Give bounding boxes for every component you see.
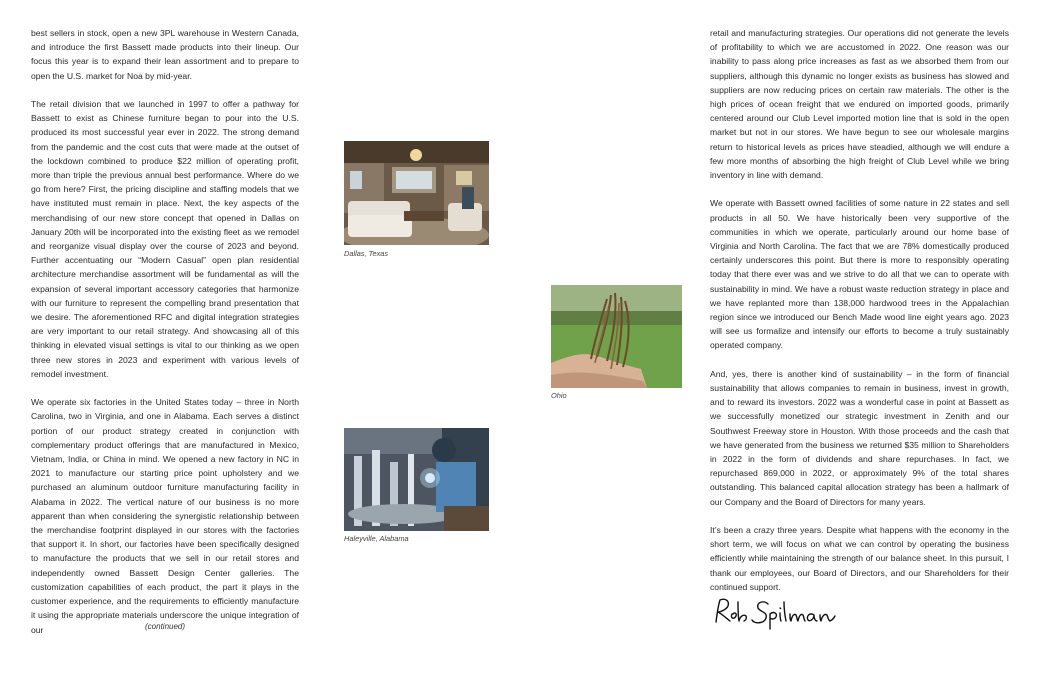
right-paragraph-1: retail and manufacturing strategies. Our operations did not generate the levels of profitability to which we are accustomed in 2022. One reason was our inability to pass along price increases as fast as we absorbed them from our suppliers, although this dynamic no longer exists as business has slowed and suppliers are now reducing prices on certain raw materials. The other is the high prices of ocean freight that we endured on imported goods, primarily centered around our Club Level imported motion line that is sold in the open market but not in our stores. We have begun to see our wholesale margins return to historical levels as prices have steadied, although we will endure a few more months of absorbing the high freight of Club Level while we bring inventory in line with demand.: [710, 28, 1009, 181]
haleyville-caption: Haleyville, Alabama: [344, 534, 409, 543]
right-paragraph-4: It’s been a crazy three years. Despite what happens with the economy in the short term, we will focus on what we can control by operating the business efficiently while maintaining the strength of our balance sheet. In this pursuit, I thank our employees, our Board of Directors, and our Shareholders for their continued support.: [710, 525, 1009, 592]
right-text-column: [710, 26, 1009, 608]
left-paragraph-3: We operate six factories in the United States today – three in North Carolina, two in Virginia, and one in Alabama. Each serves a distinct portion of our product strategy created in conjunction with complementary product offerings that are manufactured in Mexico, Vietnam, India, or China in mind. We opened a new factory in NC in 2021 to manufacture our starting price point upholstery and we purchased an aluminum outdoor furniture manufacturing facility in Alabama in 2022. The vertical nature of our business is no more apparent than when considering the synergistic relationship between the merchandise footprint displayed in our stores with the factories that support it. In short, our factories have been specifically designed to manufacture the products that we sell in our retail stores and independently owned Bassett Design Center galleries. The customization capabilities of each product, the part it plays in the customer experience, and the requirements to efficiently manufacture it using the appropriate materials underscore the unique integration of our: [31, 397, 299, 635]
continued-note: (continued): [145, 622, 186, 631]
dallas-caption: Dallas, Texas: [344, 249, 389, 258]
left-text-column: [31, 26, 299, 651]
ohio-seedling-photo: [551, 285, 682, 388]
signature: [710, 594, 840, 630]
left-paragraph-2: The retail division that we launched in 1997 to offer a pathway for Bassett to exist as Chinese furniture began to pour into the U.S. produced its most successful year ever in 2022. The strong demand from the pandemic and the cost cuts that were made at the outset of the lockdown combined to produce $22 million of operating profit, more than triple the previous annual best performance. Where do we go from here? First, the pricing discipline and staffing models that we have instituted must remain in place. Next, the key aspects of the merchandising of our new store concept that opened in Dallas on January 20th will be incorporated into the existing fleet as we remodel and reorganize visual display over the course of 2023 and beyond. Further accentuating our “Modern Casual” open plan residential architecture merchandise assortment will be fundamental as will the expansion of several important accessory categories that harmonize with our furniture to represent the compelling brand presentation that we desire. The aforementioned RFC and digital integration strategies are very important to our retail strategy. And showcasing all of this thinking in elevated visual settings is vital to our thinking as we open three new stores in 2023 and experiment with various levels of remodel investment.: [31, 99, 299, 379]
haleyville-welding-photo: [344, 428, 489, 531]
signature-drawing: [710, 594, 840, 630]
dallas-showroom-photo: [344, 141, 489, 245]
right-paragraph-3: And, yes, there is another kind of sustainability – in the form of financial sustainability that allows companies to remain in business, invest in growth, and to reward its investors. 2022 was a wonderful case in point at Bassett as we successfully monetized our strategic investment in Zenith and our Southwest Freeway store in Houston. With those proceeds and the cash that we have generated from the business we returned $35 million to Shareholders in 2022 in the form of dividends and share repurchases. In fact, we repurchased 869,000 in 2022, or approximately 9% of the total shares outstanding. This balanced capital allocation strategy has been a hallmark of our Company and the Board of Directors for many years.: [710, 368, 1009, 507]
ohio-caption: Ohio: [551, 391, 567, 400]
left-paragraph-1: best sellers in stock, open a new 3PL warehouse in Western Canada, and introduce the first Bassett made products into their lineup. Our focus this year is to expand their lean assortment and to prepare to open the U.S. market for Noa by mid-year.: [31, 28, 299, 81]
right-paragraph-2: We operate with Bassett owned facilities of some nature in 22 states and sell products in all 50. We have historically been very supportive of the communities in which we operate, particularly around our home base of Virginia and North Carolina. The fact that we are 78% domestically produced certainly underscores this point. But there is more to responsibly operating today that there ever was and we strive to do all that we can to operate with sustainability in mind. We have a robust waste reduction strategy in place and we have replanted more than 138,000 hardwood trees in the Appalachian region since we introduced our Bench Made wood line eight years ago. 2023 will see us formalize and intensify our efforts to become a truly sustainably operated company.: [710, 198, 1009, 351]
